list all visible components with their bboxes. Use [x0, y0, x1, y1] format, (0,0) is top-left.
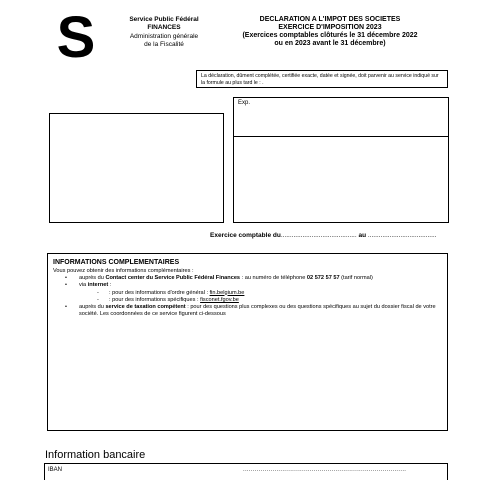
- title-line-1: DECLARATION A L'IMPOT DES SOCIETES: [259, 16, 401, 23]
- info-item-tax-service: [53, 304, 442, 318]
- item1-bold: Contact center du Service Public Fédéral Finances: [105, 275, 241, 282]
- info-list: [53, 275, 442, 318]
- dash-icon: -: [97, 296, 99, 303]
- bank-info-title: Information bancaire: [45, 449, 146, 461]
- bullet-icon: •: [65, 304, 67, 311]
- item1-post: (tarif normal): [339, 275, 373, 282]
- org-name-finances: FINANCES: [147, 24, 181, 31]
- org-dept2: de la Fiscalité: [144, 41, 184, 48]
- expeditor-label: Exp.: [238, 100, 251, 106]
- sub2-pre: : pour des informations spécifiques :: [109, 296, 201, 303]
- fiscal-year-start-field[interactable]: ..........................................: [280, 232, 357, 239]
- info-heading: INFORMATIONS COMPLEMENTAIRES: [53, 259, 180, 266]
- org-dept: Administration générale: [129, 33, 199, 40]
- link-fin-belgium[interactable]: fin.belgium.be: [209, 289, 245, 296]
- expeditor-divider: [234, 136, 448, 137]
- fiscal-year-au: au: [358, 232, 367, 239]
- item3-pre: auprès du: [79, 304, 106, 311]
- iban-label: IBAN: [48, 467, 63, 473]
- link-fisconet[interactable]: fisconet.fgov.be: [200, 296, 239, 303]
- deadline-note: La déclaration, dûment complétée, certifiée exacte, datée et signée, doit parvenir au service indiqué sur la formule au plus tard le : .: [196, 70, 448, 88]
- title-line-4: ou en 2023 avant le 31 décembre): [274, 40, 386, 47]
- item2-post: :: [108, 282, 112, 289]
- info-subitem-specific: [53, 297, 442, 304]
- additional-info-box: [47, 253, 448, 431]
- expeditor-box[interactable]: [233, 97, 449, 223]
- spf-finances-logo: S: [56, 5, 96, 70]
- org-name: Service Public Fédéral: [129, 16, 199, 23]
- fiscal-year-line: [210, 232, 450, 239]
- sub1-pre: : pour des informations d'ordre général :: [109, 289, 210, 296]
- bullet-icon: •: [65, 282, 67, 289]
- address-window-box[interactable]: [49, 113, 224, 223]
- iban-field[interactable]: ...................................................................................: [243, 467, 407, 473]
- title-line-3: (Exercices comptables clôturés le 31 décembre 2022: [242, 32, 418, 39]
- item1-pre: auprès du: [79, 275, 106, 282]
- fiscal-year-label: Exercice comptable du: [210, 232, 281, 239]
- info-intro: Vous pouvez obtenir des informations complémentaires :: [53, 268, 194, 274]
- bullet-icon: •: [65, 275, 67, 282]
- title-line-2: EXERCICE D'IMPOSITION 2023: [278, 24, 382, 31]
- item3-post: : pour des questions plus complexes ou des questions spécifiques au sujet du dossier fiscal de votre société. Les coordonnées de ce service figurent ci-dessous: [79, 304, 436, 318]
- item2-pre: via: [79, 282, 88, 289]
- dash-icon: -: [97, 289, 99, 296]
- item3-bold: service de taxation compétent: [105, 304, 186, 311]
- item1-mid: : au numéro de téléphone: [240, 275, 307, 282]
- document-title: [230, 16, 430, 48]
- organization-header: [114, 16, 214, 49]
- info-item-internet: [53, 282, 442, 289]
- item2-bold: internet: [87, 282, 109, 289]
- info-item-contact-center: [53, 275, 442, 282]
- bank-info-box: [44, 463, 448, 480]
- fiscal-year-end-field[interactable]: ......................................: [367, 232, 437, 239]
- info-subitem-general: [53, 290, 442, 297]
- item1-phone: 02 572 57 57: [306, 275, 340, 282]
